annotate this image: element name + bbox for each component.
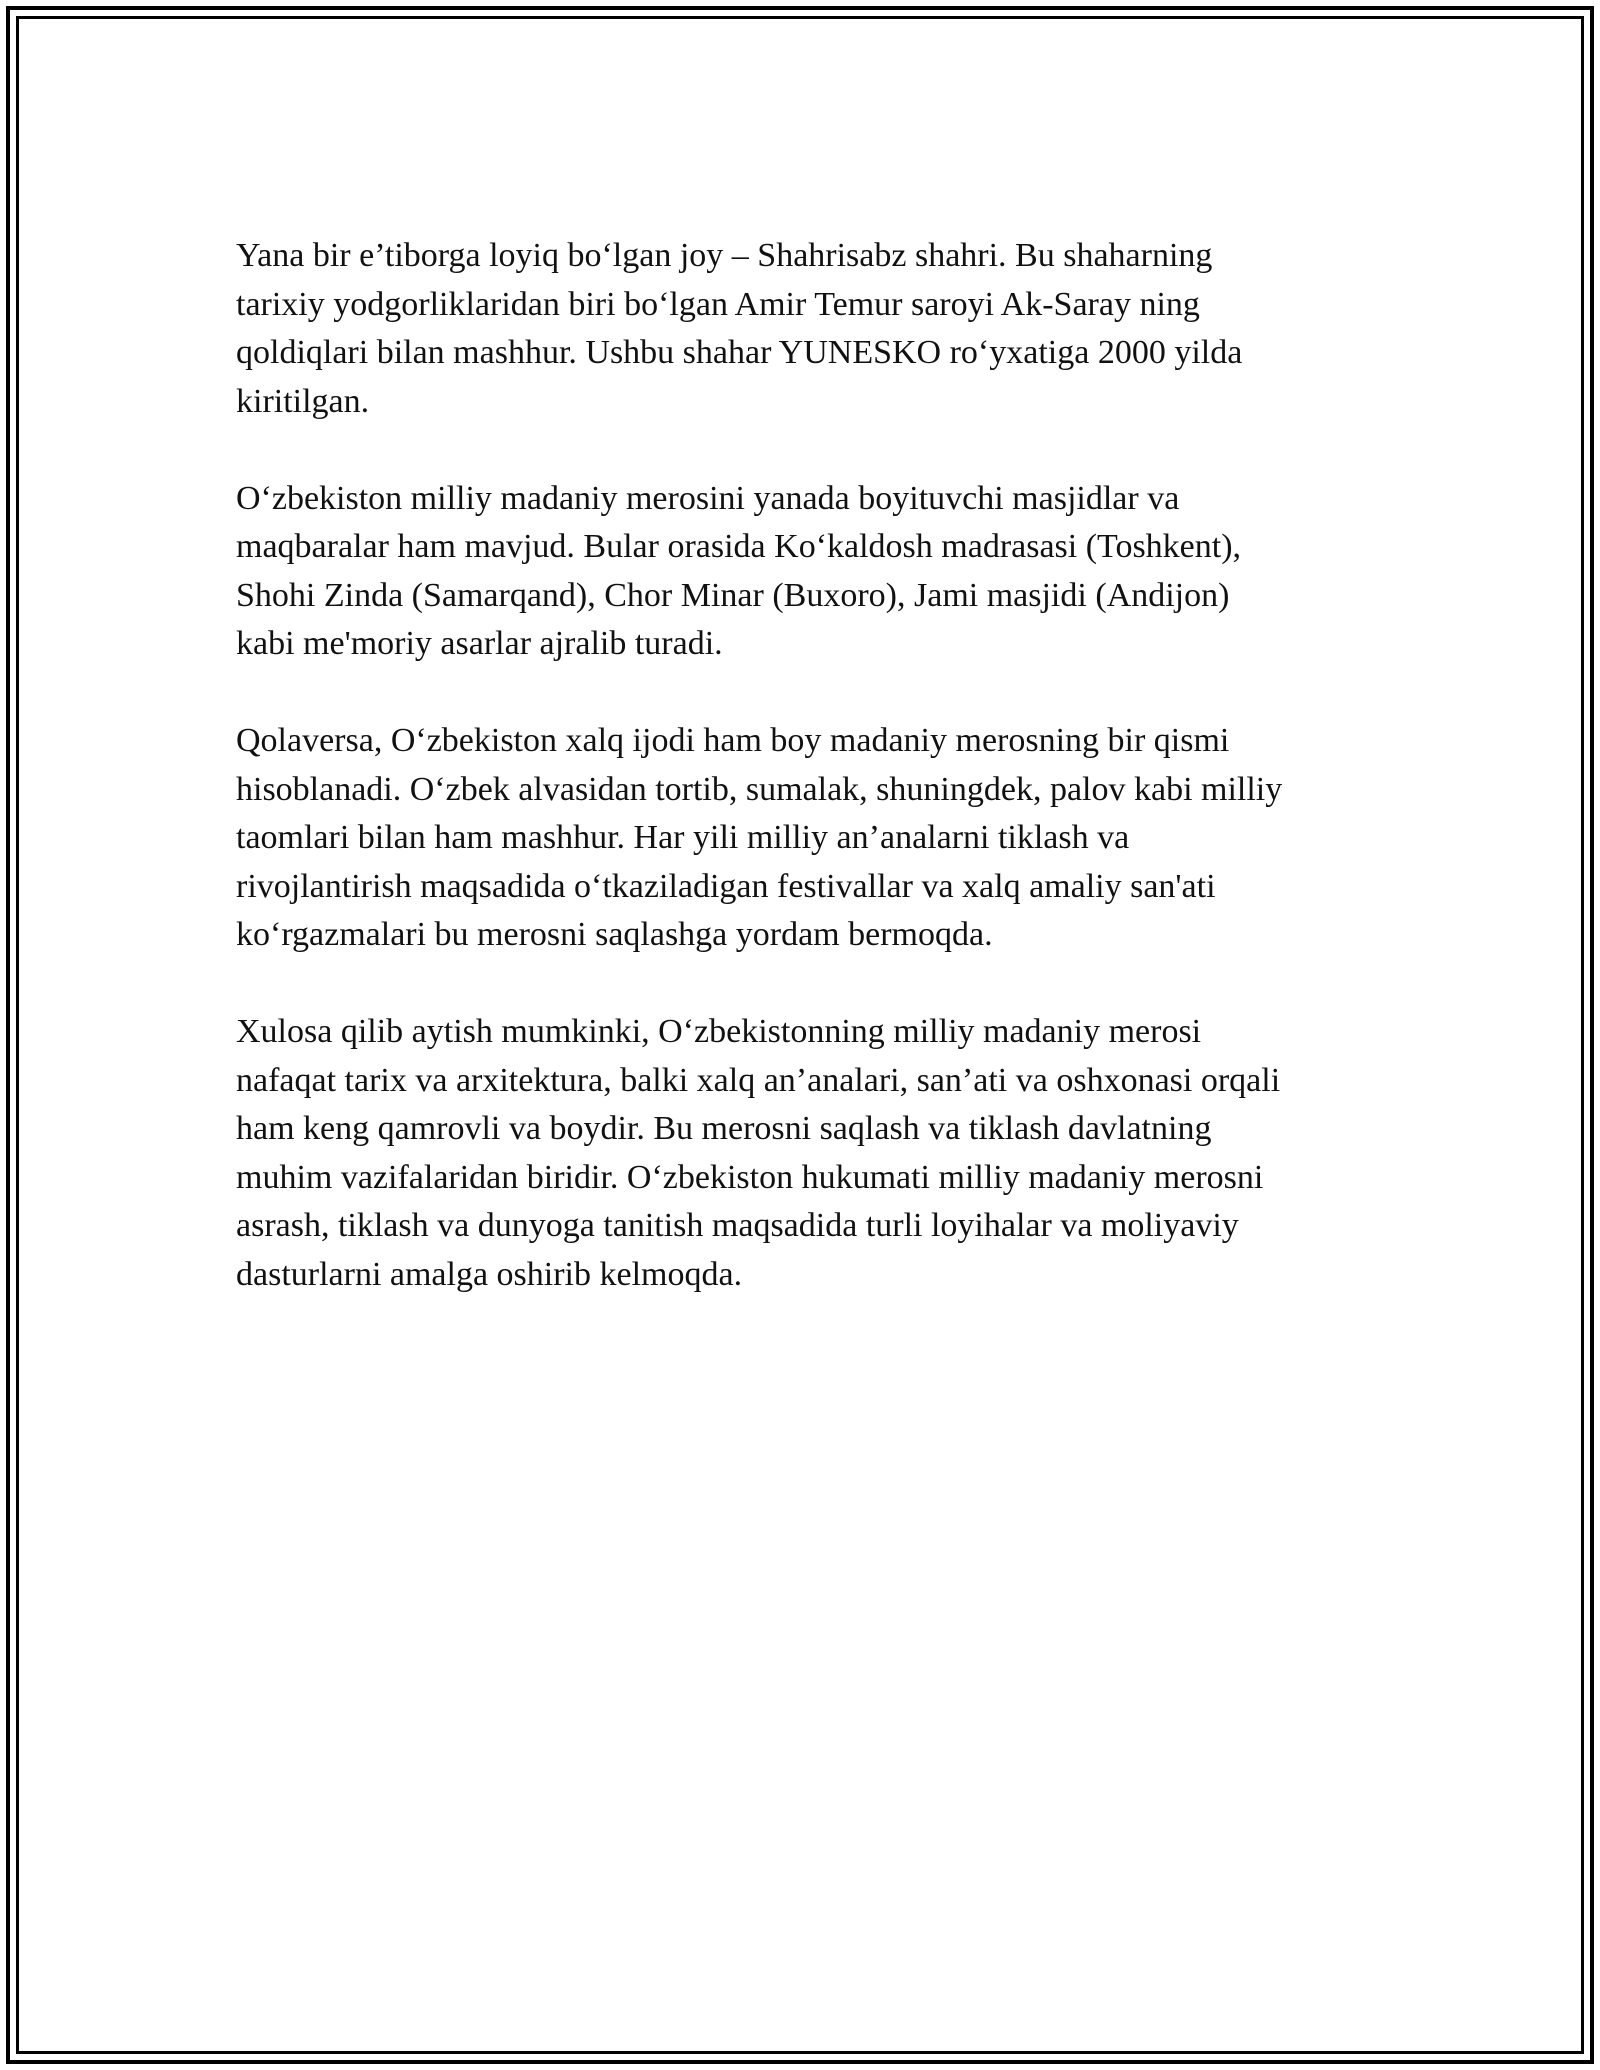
- text-line: Qolaversa, O‘zbekiston xalq ijodi ham boy madaniy merosning bir qismi: [236, 722, 1230, 759]
- text-line: dasturlarni amalga oshirib kelmoqda.: [236, 1255, 743, 1293]
- text-line: O‘zbekiston milliy madaniy merosini yanada boyituvchi masjidlar va: [236, 479, 1180, 517]
- text-line: ham keng qamrovli va boydir. Bu merosni saqlash va tiklash davlatning: [236, 1110, 1212, 1147]
- document-body: [236, 232, 1396, 1348]
- text-line: nafaqat tarix va arxitektura, balki xalq an’analari, san’ati va oshxonasi orqali: [236, 1061, 1281, 1099]
- text-line: ko‘rgazmalari bu merosni saqlashga yordam bermoqda.: [236, 916, 993, 953]
- text-line: muhim vazifalaridan biridir. O‘zbekiston hukumati milliy madaniy merosni: [236, 1158, 1264, 1196]
- text-line: rivojlantirish maqsadida o‘tkaziladigan festivallar va xalq amaliy san'ati: [236, 867, 1216, 905]
- text-line: Xulosa qilib aytish mumkinki, O‘zbekistonning milliy madaniy merosi: [236, 1013, 1202, 1050]
- text-line: tarixiy yodgorliklaridan biri bo‘lgan Amir Temur saroyi Ak-Saray ning: [236, 285, 1200, 323]
- text-line: hisoblanadi. O‘zbek alvasidan tortib, sumalak, shuningdek, palov kabi milliy: [236, 770, 1283, 808]
- text-line: Yana bir e’tiborga loyiq bo‘lgan joy – Shahrisabz shahri. Bu shaharning: [236, 237, 1213, 274]
- text-line: Shohi Zinda (Samarqand), Chor Minar (Buxoro), Jami masjidi (Andijon): [236, 576, 1230, 614]
- text-line: maqbaralar ham mavjud. Bular orasida Ko‘kaldosh madrasasi (Toshkent),: [236, 528, 1242, 565]
- paragraph-4: [236, 1008, 1396, 1299]
- text-line: kabi me'moriy asarlar ajralib turadi.: [236, 625, 723, 662]
- text-line: kiritilgan.: [236, 382, 370, 420]
- text-line: taomlari bilan ham mashhur. Har yili milliy an’analarni tiklash va: [236, 819, 1130, 856]
- text-line: qoldiqlari bilan mashhur. Ushbu shahar YUNESKO ro‘yxatiga 2000 yilda: [236, 334, 1243, 371]
- paragraph-2: [236, 475, 1396, 669]
- text-line: asrash, tiklash va dunyoga tanitish maqsadida turli loyihalar va moliyaviy: [236, 1207, 1239, 1244]
- paragraph-1: [236, 232, 1396, 426]
- paragraph-3: [236, 717, 1396, 960]
